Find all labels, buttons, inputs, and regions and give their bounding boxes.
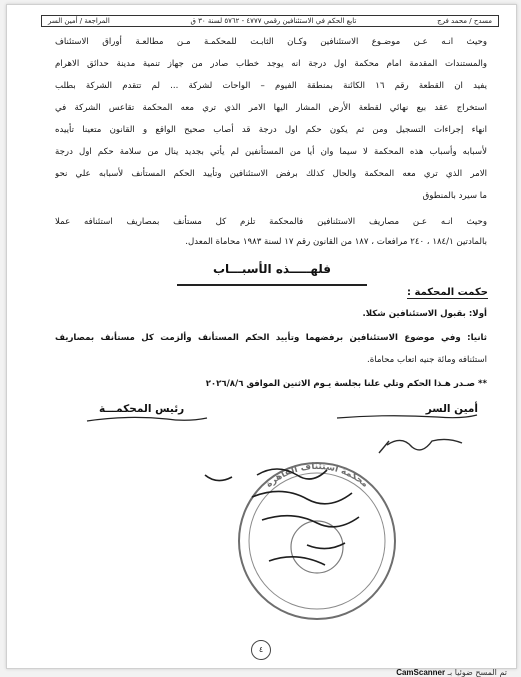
stamp-label: محكمة استئناف القاهرة: [264, 461, 370, 490]
body-line: ما سيرد بالمنطوق: [422, 191, 487, 201]
body-line: انهاء إجراءات التسجيل ومن ثم يكون حكم اول درجة قد أصاب صحيح الواقع و القانون متعينا تأييده: [55, 125, 487, 135]
header-right: مسدح / محمد فرج: [437, 17, 492, 25]
secretary-handwriting: [379, 439, 462, 453]
page-number: ٤: [251, 640, 271, 660]
judge-signature-label: رئيس المحكمـــة: [99, 403, 185, 415]
reasons-heading: فلهـــــذه الأسبـــاب: [177, 262, 367, 286]
document-page: [6, 4, 517, 669]
body-line: وحيث انـه عـن مصاريف الاستئنافين فالمحكمة تلزم كل مستأنف بمصاريف استئنافه عملا: [55, 217, 487, 227]
secretary-signature-underline: [337, 415, 477, 418]
verdict-second-cont: استئنافه ومائة جنيه اتعاب محاماة.: [367, 355, 487, 365]
scanner-footer: [396, 668, 507, 677]
judge-signature-underline: [87, 417, 207, 421]
page-header: [41, 15, 499, 27]
body-line: لأسبابه وأسباب هذه المحكمة لا سيما وان أيا من المستأنفين لم يأتي بجديد ينال من سلامة حكم اول درجة: [55, 147, 487, 157]
body-line: بالمادتين ١٨٤/١ ، ٢٤٠ مرافعات ، ١٨٧ من القانون رقم ١٧ لسنة ١٩٨٣ محاماة المعدل.: [185, 237, 487, 247]
header-left: المراجعة / أمين السر: [48, 17, 110, 25]
body-line: والمستندات المقدمة امام محكمة اول درجة انه يوجد خطاب صادر من جهاز تنمية مدينة حدائق الاهرام: [55, 59, 487, 69]
header-middle: تابع الحكم في الاستئنافين رقمي ٤٧٧٧ - ٥٧٦٢ لسنة ٣٠ ق: [190, 17, 357, 25]
verdict-title: حكمت المحكمة :: [407, 287, 488, 298]
footer-app: CamScanner: [396, 668, 446, 677]
body-line: وحيث انـه عـن موضـوع الاستئنافين وكـان الثابـت للمحكمـة مـن مطالعـة أوراق الاستئناف: [55, 37, 487, 47]
svg-text:محكمة استئناف القاهرة: [264, 462, 369, 490]
footer-prefix: تم المسح ضوئيا بـ: [447, 668, 507, 677]
body-line: الامر الذي تري معه المحكمة والحال كذلك برفض الاستئنافين وتأييد الحكم المستأنف لأسبابه علي نحو: [55, 169, 487, 179]
stamp-handwriting: [205, 469, 359, 565]
secretary-signature-label: أمين السر: [425, 403, 478, 415]
body-line: استخراج عقد بيع نهائي لقطعة الأرض المشار اليها الامر الذي تري معه المحكمة تقاعس الشركة في: [55, 103, 487, 113]
body-line: يفيد ان القطعة رقم ١٦ الكائنة بمنطقة الفيوم – الواحات لشركة ... لم تتقدم الشركة بطلب: [55, 81, 487, 91]
verdict-first: أولا: بقبول الاستئنافين شكلا.: [362, 309, 487, 319]
official-stamp: [239, 462, 395, 619]
verdict-issued: ** صـدر هـذا الحكم وتلي علنا بجلسة يـوم الاثنين الموافق ٢٠٢٦/٨/٦: [205, 379, 487, 389]
verdict-second: ثانيا: وفي موضوع الاستئنافين برفضهما وتأييد الحكم المستأنف وألزمت كل مستأنف بمصاريف: [55, 333, 487, 343]
